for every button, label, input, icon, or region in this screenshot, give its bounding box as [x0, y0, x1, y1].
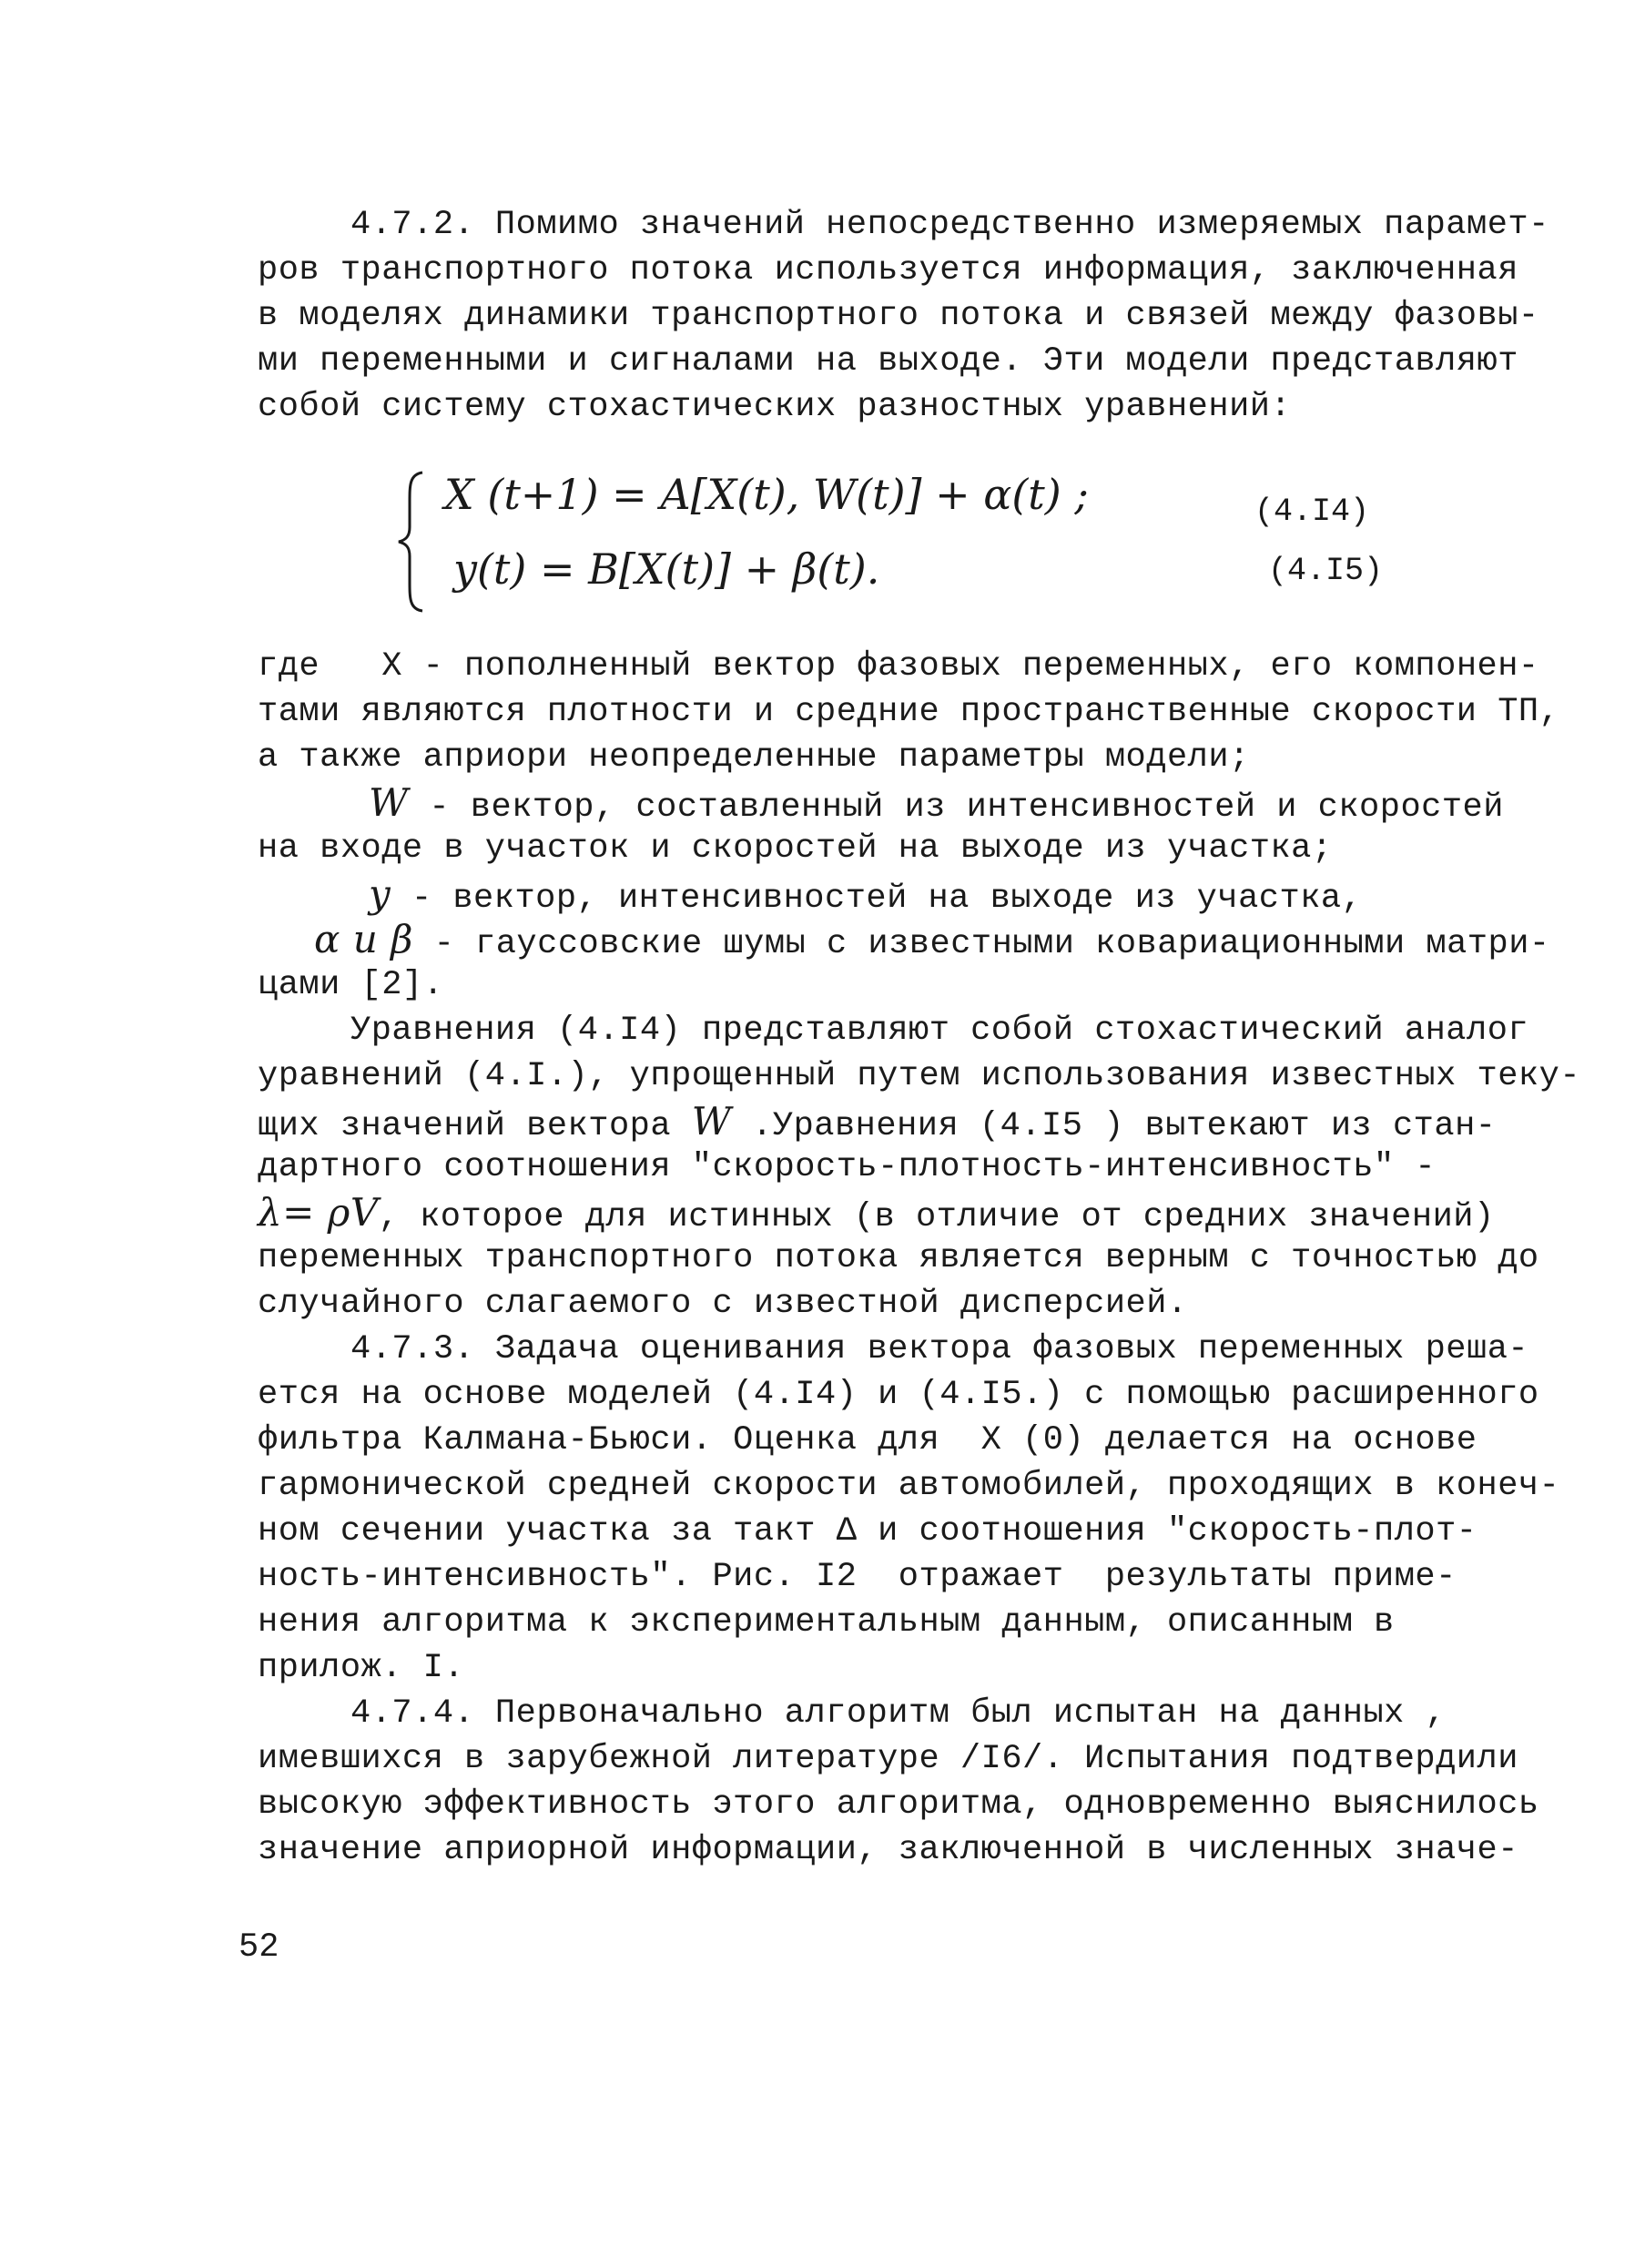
text-line: Уравнения (4.I4) представляют собой стохастический аналог: [350, 1012, 1529, 1050]
equation-observation: y(t) = B[X(t)] + β(t).: [453, 544, 880, 594]
text-line: случайного слагаемого с известной дисперсией.: [258, 1285, 1188, 1323]
text-line: гармонической средней скорости автомобилей, проходящих в конеч-: [258, 1467, 1560, 1505]
symbol-y: y: [369, 871, 391, 916]
text-line: ном сечении участка за такт Δ и соотношения "скорость-плот-: [258, 1512, 1477, 1551]
text-line: уравнений (4.I.), упрощенный путем использования известных теку-: [258, 1057, 1581, 1095]
equation-state: X (t+1) = A[X(t), W(t)] + α(t) ;: [444, 470, 1089, 519]
text-line: на входе в участок и скоростей на выходе из участка;: [258, 829, 1333, 868]
text-line: фильтра Калмана-Бьюси. Оценка для X (0) делается на основе: [258, 1421, 1477, 1459]
text-line: цами [2].: [258, 966, 444, 1004]
text-line: собой систему стохастических разностных уравнений:: [258, 388, 1292, 426]
page-number: 52: [239, 1928, 279, 1967]
text-line: ется на основе моделей (4.I4) и (4.I5.) с помощью расширенного: [258, 1376, 1539, 1414]
text-line: 4.7.2. Помимо значений непосредственно измеряемых парамет-: [350, 206, 1549, 244]
text-line: тами являются плотности и средние пространственные скорости ТП,: [258, 693, 1560, 731]
text-line: нения алгоритма к экспериментальным данным, описанным в: [258, 1603, 1395, 1642]
text-line: дартного соотношения "скорость-плотность-интенсивность" -: [258, 1148, 1437, 1186]
definition-y: y - вектор, интенсивностей на выходе из участка,: [369, 871, 1363, 918]
text-line: а также априори неопределенные параметры модели;: [258, 738, 1250, 777]
text-line: ров транспортного потока используется информация, заключенная: [258, 251, 1518, 290]
text-line: значение априорной информации, заключенной в численных значе-: [258, 1831, 1518, 1869]
equation-number: (4.I4): [1254, 493, 1370, 530]
symbol-alpha-beta: α и β: [314, 917, 413, 961]
equation-number: (4.I5): [1268, 553, 1384, 589]
definition-w: W - вектор, составленный из интенсивностей и скоростей: [369, 780, 1504, 827]
definition-noise: α и β - гауссовские шумы с известными ковариационными матри-: [314, 917, 1550, 963]
symbol-w: W: [369, 780, 409, 825]
text-line: в моделях динамики транспортного потока и связей между фазовы-: [258, 297, 1539, 335]
text-line: высокую эффективность этого алгоритма, одновременно выяснилось: [258, 1785, 1539, 1824]
text-line: переменных транспортного потока является верным с точностью до: [258, 1239, 1539, 1277]
formula-lambda: λ= ρV: [258, 1190, 379, 1235]
left-brace: [393, 469, 430, 615]
text-line: ность-интенсивность". Рис. I2 отражает результаты приме-: [258, 1558, 1457, 1596]
text-line: щих значений вектора W .Уравнения (4.I5 ) вытекают из стан-: [258, 1099, 1497, 1145]
text-line: 4.7.3. Задача оценивания вектора фазовых переменных реша-: [350, 1330, 1529, 1368]
text-line: 4.7.4. Первоначально алгоритм был испытан на данных ,: [350, 1694, 1447, 1733]
text-line: имевшихся в зарубежной литературе /I6/. Испытания подтвердили: [258, 1740, 1518, 1778]
text-line: прилож. I.: [258, 1649, 465, 1687]
definition-x: где X - пополненный вектор фазовых переменных, его компонен-: [258, 647, 1539, 686]
text-line: ми переменными и сигналами на выходе. Эти модели представляют: [258, 342, 1518, 381]
symbol-w: W: [691, 1099, 732, 1144]
text-line: λ= ρV, которое для истинных (в отличие от средних значений): [258, 1190, 1495, 1236]
